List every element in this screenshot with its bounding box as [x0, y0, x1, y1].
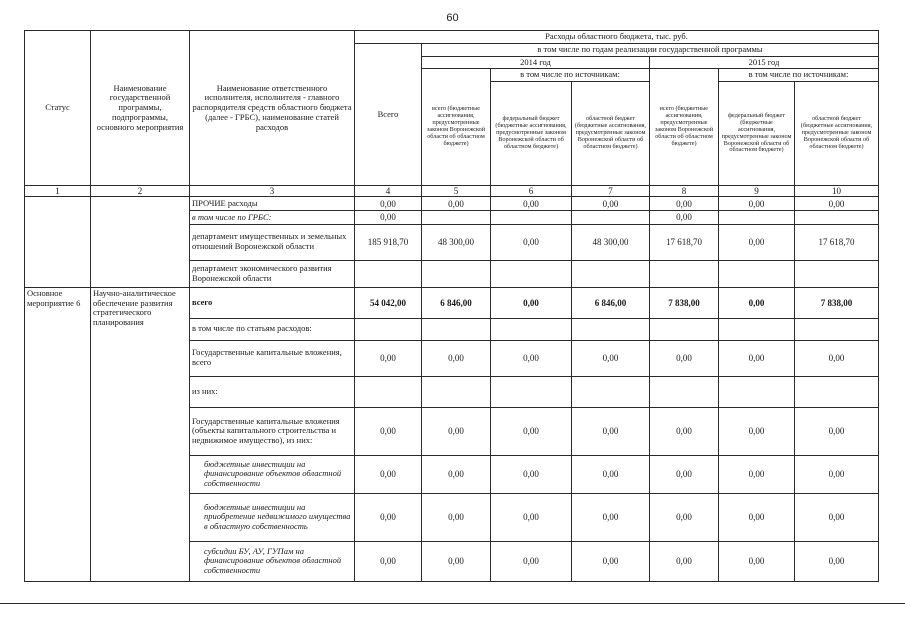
col-number: 6	[491, 186, 572, 197]
row-name: всего	[190, 287, 355, 318]
value-2014-total: 0,00	[422, 407, 491, 455]
value-2015-total: 17 618,70	[650, 224, 719, 260]
row-name: ПРОЧИЕ расходы	[190, 197, 355, 211]
value-2015-federal: 0,00	[719, 197, 795, 211]
col-number: 4	[355, 186, 422, 197]
page-bottom-rule	[0, 603, 905, 604]
status-cell-empty	[25, 197, 91, 287]
value-2014-total	[422, 260, 491, 287]
row-name: департамент экономического развития Воронежской области	[190, 260, 355, 287]
budget-table	[24, 30, 879, 582]
header-sources-2015: в том числе по источникам:	[719, 69, 879, 82]
value-2014-regional	[572, 376, 650, 407]
value-2015-federal: 0,00	[719, 455, 795, 493]
value-2015-total: 0,00	[650, 340, 719, 376]
value-2014-total	[422, 211, 491, 224]
value-2014-total: 6 846,00	[422, 287, 491, 318]
value-2014-federal	[491, 318, 572, 340]
header-executor: Наименование ответственного исполнителя, исполнителя - главного распорядителя средств областного бюджета (далее - ГРБС), наименование статей расходов	[190, 31, 355, 186]
value-2014-total: 0,00	[422, 197, 491, 211]
value-2015-federal	[719, 211, 795, 224]
status-cell: Основное мероприятие 6	[25, 287, 91, 581]
header-program-name: Наименование государственной программы, подпрограммы, основного мероприятия	[91, 31, 190, 186]
value-2014-total	[422, 318, 491, 340]
value-2015-federal: 0,00	[719, 493, 795, 541]
value-2015-total: 0,00	[650, 455, 719, 493]
value-total: 0,00	[355, 197, 422, 211]
value-2015-federal: 0,00	[719, 407, 795, 455]
value-2015-total	[650, 376, 719, 407]
value-2014-federal: 0,00	[491, 224, 572, 260]
value-2014-regional: 0,00	[572, 493, 650, 541]
value-2014-regional: 0,00	[572, 455, 650, 493]
value-total: 0,00	[355, 407, 422, 455]
row-name: субсидии БУ, АУ, ГУПам на финансирование объектов областной собственности	[190, 541, 355, 581]
header-by-years: в том числе по годам реализации государственной программы	[422, 43, 879, 56]
value-2015-regional: 0,00	[795, 493, 879, 541]
header-year-2014: 2014 год	[422, 56, 650, 69]
value-total: 0,00	[355, 541, 422, 581]
header-federal-2014: федеральный бюджет (бюджетные ассигнования, предусмотренные законом Воронежской области об областном бюджете)	[491, 82, 572, 186]
value-2014-federal: 0,00	[491, 541, 572, 581]
col-number: 2	[91, 186, 190, 197]
value-2014-federal: 0,00	[491, 340, 572, 376]
table-row	[25, 287, 879, 318]
value-2015-total: 0,00	[650, 211, 719, 224]
row-name: бюджетные инвестиции на приобретение недвижимого имущества в областную собственность	[190, 493, 355, 541]
value-2014-federal	[491, 211, 572, 224]
value-2014-federal: 0,00	[491, 455, 572, 493]
value-2014-total: 0,00	[422, 455, 491, 493]
value-2014-regional	[572, 318, 650, 340]
value-total: 0,00	[355, 340, 422, 376]
value-2014-federal: 0,00	[491, 287, 572, 318]
value-2015-federal	[719, 260, 795, 287]
header-sources-2014: в том числе по источникам:	[491, 69, 650, 82]
value-2015-total	[650, 260, 719, 287]
value-2015-federal: 0,00	[719, 340, 795, 376]
value-2014-regional: 0,00	[572, 340, 650, 376]
table-row	[25, 197, 879, 211]
value-2014-total: 0,00	[422, 541, 491, 581]
value-2015-regional: 0,00	[795, 340, 879, 376]
header-status: Статус	[25, 31, 91, 186]
header-regional-2015: областной бюджет (бюджетные ассигнования, предусмотренные законом Воронежской области об областном бюджете)	[795, 82, 879, 186]
value-2014-federal	[491, 260, 572, 287]
header-regional-2014: областной бюджет (бюджетные ассигнования, предусмотренные законом Воронежской области об областном бюджете)	[572, 82, 650, 186]
value-total: 0,00	[355, 493, 422, 541]
value-2015-total: 0,00	[650, 493, 719, 541]
value-2014-total: 0,00	[422, 493, 491, 541]
col-number: 1	[25, 186, 91, 197]
col-number: 10	[795, 186, 879, 197]
value-2015-federal	[719, 376, 795, 407]
value-total	[355, 376, 422, 407]
header-expenses: Расходы областного бюджета, тыс. руб.	[355, 31, 879, 44]
col-number: 3	[190, 186, 355, 197]
value-2015-regional	[795, 260, 879, 287]
value-total: 54 042,00	[355, 287, 422, 318]
value-2015-regional: 0,00	[795, 407, 879, 455]
value-2015-regional: 17 618,70	[795, 224, 879, 260]
value-2014-regional	[572, 211, 650, 224]
row-name: Государственные капитальные вложения (объекты капитального строительства и недвижимое имущество), из них:	[190, 407, 355, 455]
value-total: 185 918,70	[355, 224, 422, 260]
value-total: 0,00	[355, 211, 422, 224]
value-total: 0,00	[355, 455, 422, 493]
value-2015-regional: 0,00	[795, 541, 879, 581]
value-2014-regional: 0,00	[572, 407, 650, 455]
value-2014-total: 48 300,00	[422, 224, 491, 260]
column-numbers-row	[25, 186, 879, 197]
value-2014-federal: 0,00	[491, 407, 572, 455]
col-number: 7	[572, 186, 650, 197]
value-2015-total: 0,00	[650, 407, 719, 455]
value-2014-regional	[572, 260, 650, 287]
value-2015-regional: 0,00	[795, 455, 879, 493]
value-total	[355, 260, 422, 287]
col-number: 9	[719, 186, 795, 197]
col-number: 8	[650, 186, 719, 197]
value-2014-total	[422, 376, 491, 407]
header-total-2014: всего (бюджетные ассигнования, предусмотренные законом Воронежской области об областном бюджете)	[422, 69, 491, 186]
header-federal-2015: федеральный бюджет (бюджетные ассигнования, предусмотренные законом Воронежской области об областном бюджете)	[719, 82, 795, 186]
value-2014-regional: 0,00	[572, 197, 650, 211]
value-2015-total	[650, 318, 719, 340]
value-2015-regional	[795, 318, 879, 340]
value-2014-regional: 48 300,00	[572, 224, 650, 260]
row-name: департамент имущественных и земельных отношений Воронежской области	[190, 224, 355, 260]
header-year-2015: 2015 год	[650, 56, 879, 69]
col-number: 5	[422, 186, 491, 197]
value-2014-federal: 0,00	[491, 197, 572, 211]
row-name: в том числе по статьям расходов:	[190, 318, 355, 340]
row-name: из них:	[190, 376, 355, 407]
value-2015-regional: 7 838,00	[795, 287, 879, 318]
row-name: в том числе по ГРБС:	[190, 211, 355, 224]
value-2014-total: 0,00	[422, 340, 491, 376]
value-2015-total: 0,00	[650, 197, 719, 211]
value-2015-federal	[719, 318, 795, 340]
header-total-2015: всего (бюджетные ассигнования, предусмотренные законом Воронежской области об областном бюджете)	[650, 69, 719, 186]
value-2014-regional: 0,00	[572, 541, 650, 581]
program-name-cell: Научно-аналитическое обеспечение развития стратегического планирования	[91, 287, 190, 581]
value-2014-federal	[491, 376, 572, 407]
program-cell-empty	[91, 197, 190, 287]
value-2015-total: 7 838,00	[650, 287, 719, 318]
value-total	[355, 318, 422, 340]
value-2015-federal: 0,00	[719, 287, 795, 318]
value-2015-federal: 0,00	[719, 541, 795, 581]
header-total: Всего	[355, 43, 422, 185]
value-2015-total: 0,00	[650, 541, 719, 581]
value-2015-regional: 0,00	[795, 197, 879, 211]
page-number: 60	[446, 12, 459, 24]
row-name: Государственные капитальные вложения, всего	[190, 340, 355, 376]
row-name: бюджетные инвестиции на финансирование объектов областной собственности	[190, 455, 355, 493]
value-2014-regional: 6 846,00	[572, 287, 650, 318]
value-2014-federal: 0,00	[491, 493, 572, 541]
value-2015-regional	[795, 211, 879, 224]
value-2015-regional	[795, 376, 879, 407]
value-2015-federal: 0,00	[719, 224, 795, 260]
